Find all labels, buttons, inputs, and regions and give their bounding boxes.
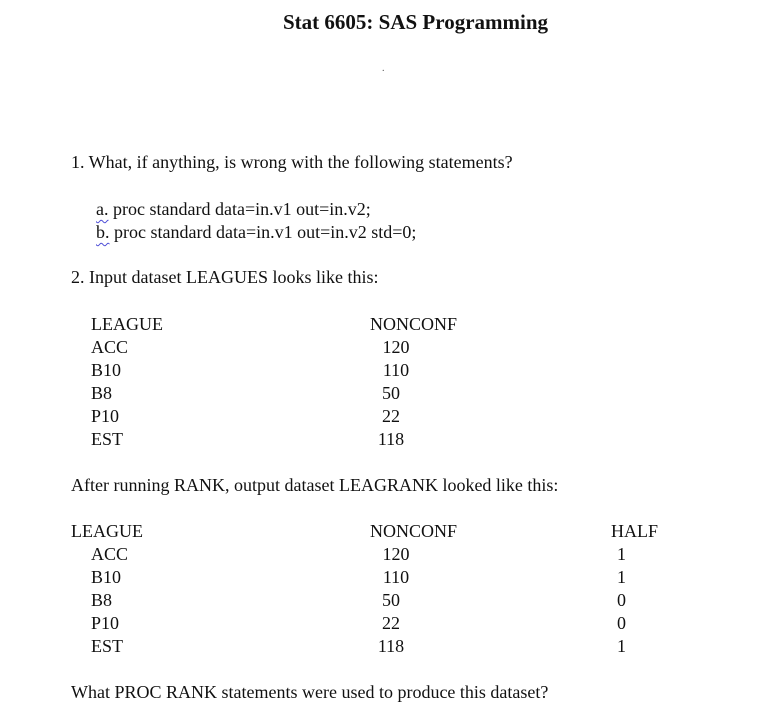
- input-table-cell: B10: [91, 360, 122, 380]
- output-table-cell: ACC: [91, 544, 129, 564]
- statement-b-label: b.: [96, 222, 110, 242]
- output-table-header-half: HALF: [611, 521, 659, 541]
- input-table-cell: EST: [91, 429, 124, 449]
- output-table-cell: 120: [382, 544, 410, 564]
- page-title: Stat 6605: SAS Programming: [283, 10, 549, 34]
- output-table-cell: 0: [617, 613, 626, 633]
- input-table-cell: 110: [382, 360, 410, 380]
- output-table-cell: B10: [91, 567, 122, 587]
- statement-a-code: proc standard data=in.v1 out=in.v2;: [108, 199, 371, 219]
- statement-b: [96, 223, 416, 241]
- output-table-cell: 110: [382, 567, 410, 587]
- output-table-header-league: LEAGUE: [71, 521, 143, 541]
- stray-mark: .: [382, 63, 385, 74]
- input-table-header-league: LEAGUE: [91, 314, 163, 334]
- output-table-cell: 1: [617, 636, 626, 656]
- input-table-cell: 22: [382, 406, 400, 426]
- output-table-cell: P10: [91, 613, 120, 633]
- question-1-text: 1. What, if anything, is wrong with the following statements?: [71, 152, 513, 172]
- output-table-cell: 1: [617, 567, 626, 587]
- statement-b-code: proc standard data=in.v1 out=in.v2 std=0;: [109, 222, 417, 242]
- output-table-cell: 118: [377, 636, 405, 656]
- input-table-cell: 118: [377, 429, 405, 449]
- output-table-cell: EST: [91, 636, 124, 656]
- input-table-cell: 120: [382, 337, 410, 357]
- output-table-cell: B8: [91, 590, 113, 610]
- input-table-cell: B8: [91, 383, 113, 403]
- input-table-cell: 50: [382, 383, 400, 403]
- output-table-cell: 1: [617, 544, 626, 564]
- output-table-cell: 50: [382, 590, 400, 610]
- after-rank-text: After running RANK, output dataset LEAGRANK looked like this:: [71, 475, 559, 495]
- output-table-cell: 22: [382, 613, 400, 633]
- statement-a-label: a.: [96, 199, 109, 219]
- input-table-cell: P10: [91, 406, 120, 426]
- output-table-cell: 0: [617, 590, 626, 610]
- question-2-text: 2. Input dataset LEAGUES looks like this:: [71, 267, 379, 287]
- output-table-header-nonconf: NONCONF: [370, 521, 458, 541]
- final-question-text: What PROC RANK statements were used to produce this dataset?: [71, 682, 549, 702]
- input-table-cell: ACC: [91, 337, 129, 357]
- input-table-header-nonconf: NONCONF: [370, 314, 458, 334]
- statement-a: [96, 200, 371, 218]
